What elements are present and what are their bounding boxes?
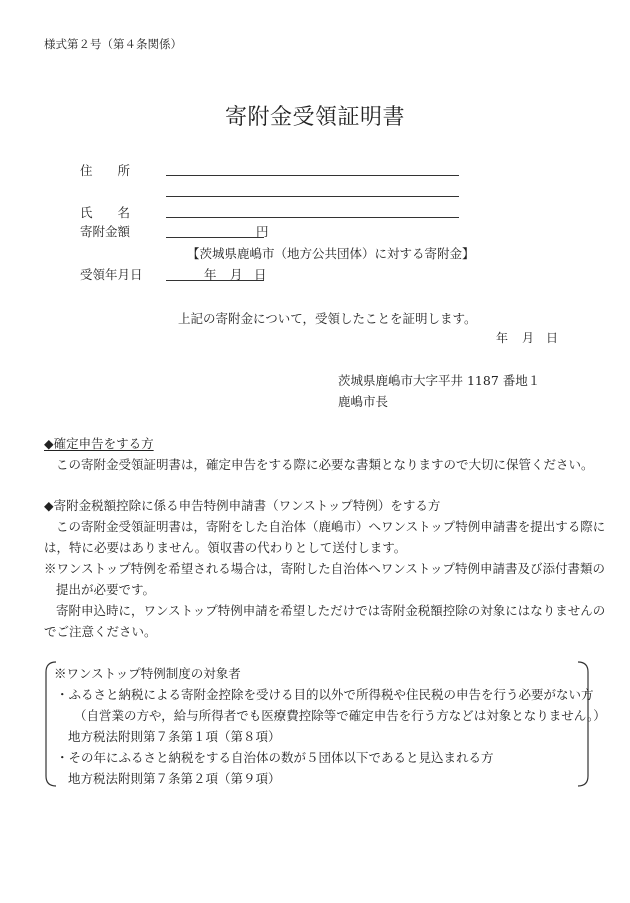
eligibility-item-1: ・ふるさと納税による寄附金控除を受ける目的以外で所得税や住民税の申告を行う必要がない方: [56, 687, 594, 702]
yen-unit: 円: [256, 224, 269, 239]
received-date-label: 受領年月日: [80, 267, 143, 282]
name-label: 氏 名: [80, 205, 131, 220]
certification-statement: 上記の寄附金について，受領したことを証明します。: [178, 311, 477, 326]
issuer-address: 茨城県鹿嶋市大字平井 1187 番地１: [338, 373, 541, 388]
eligibility-heading: ※ワンストップ特例制度の対象者: [54, 666, 241, 681]
eligibility-item-1-note: （自営業の方や，給与所得者でも医療費控除等で確定申告を行う方などは対象となりません。）: [74, 708, 606, 723]
amount-label: 寄附金額: [80, 224, 131, 239]
eligibility-item-1-law: 地方税法附則第７条第１項（第８項）: [68, 729, 281, 744]
eligibility-item-2: ・その年にふるさと納税をする自治体の数が５団体以下であると見込まれる方: [56, 750, 494, 765]
donation-recipient-note: 【茨城県鹿嶋市（地方公共団体）に対する寄附金】: [187, 246, 475, 261]
tax-return-heading: ◆確定申告をする方: [44, 436, 154, 451]
received-year-label: 年: [204, 267, 217, 282]
onestop-text-1: この寄附金受領証明書は，寄附をした自治体（鹿嶋市）へワンストップ特例申請書を提出する際に: [56, 519, 606, 534]
onestop-text-4: 提出が必要です。: [56, 582, 156, 597]
address-label: 住 所: [80, 163, 131, 178]
eligibility-item-2-law: 地方税法附則第７条第２項（第９項）: [68, 771, 281, 786]
page-title: 寄附金受領証明書: [224, 105, 405, 130]
tax-return-text: この寄附金受領証明書は，確定申告をする際に必要な書類となりますので大切に保管ください。: [56, 457, 594, 472]
onestop-heading: ◆寄附金税額控除に係る申告特例申請書（ワンストップ特例）をする方: [44, 498, 441, 513]
issue-day-label: 日: [546, 331, 559, 345]
issue-year-label: 年: [496, 331, 509, 345]
onestop-text-2: は，特に必要はありません。領収書の代わりとして送付します。: [44, 540, 407, 555]
onestop-text-5: 寄附申込時に，ワンストップ特例申請を希望しただけでは寄附金税額控除の対象にはなりませんの: [56, 603, 606, 618]
address-line-2[interactable]: [166, 196, 459, 197]
onestop-text-3: ※ワンストップ特例を希望される場合は，寄附した自治体へワンストップ特例申請書及び添付書類の: [44, 561, 606, 576]
name-line[interactable]: [166, 217, 459, 218]
issuer-title: 鹿嶋市長: [338, 394, 389, 409]
received-day-label: 日: [254, 267, 267, 282]
received-month-label: 月: [230, 267, 243, 282]
eligibility-box: [42, 660, 606, 788]
issue-month-label: 月: [522, 331, 535, 345]
form-number: 様式第２号（第４条関係）: [44, 37, 182, 51]
amount-line[interactable]: [166, 237, 264, 238]
address-line-1[interactable]: [166, 175, 459, 176]
onestop-text-6: でご注意ください。: [44, 624, 157, 639]
